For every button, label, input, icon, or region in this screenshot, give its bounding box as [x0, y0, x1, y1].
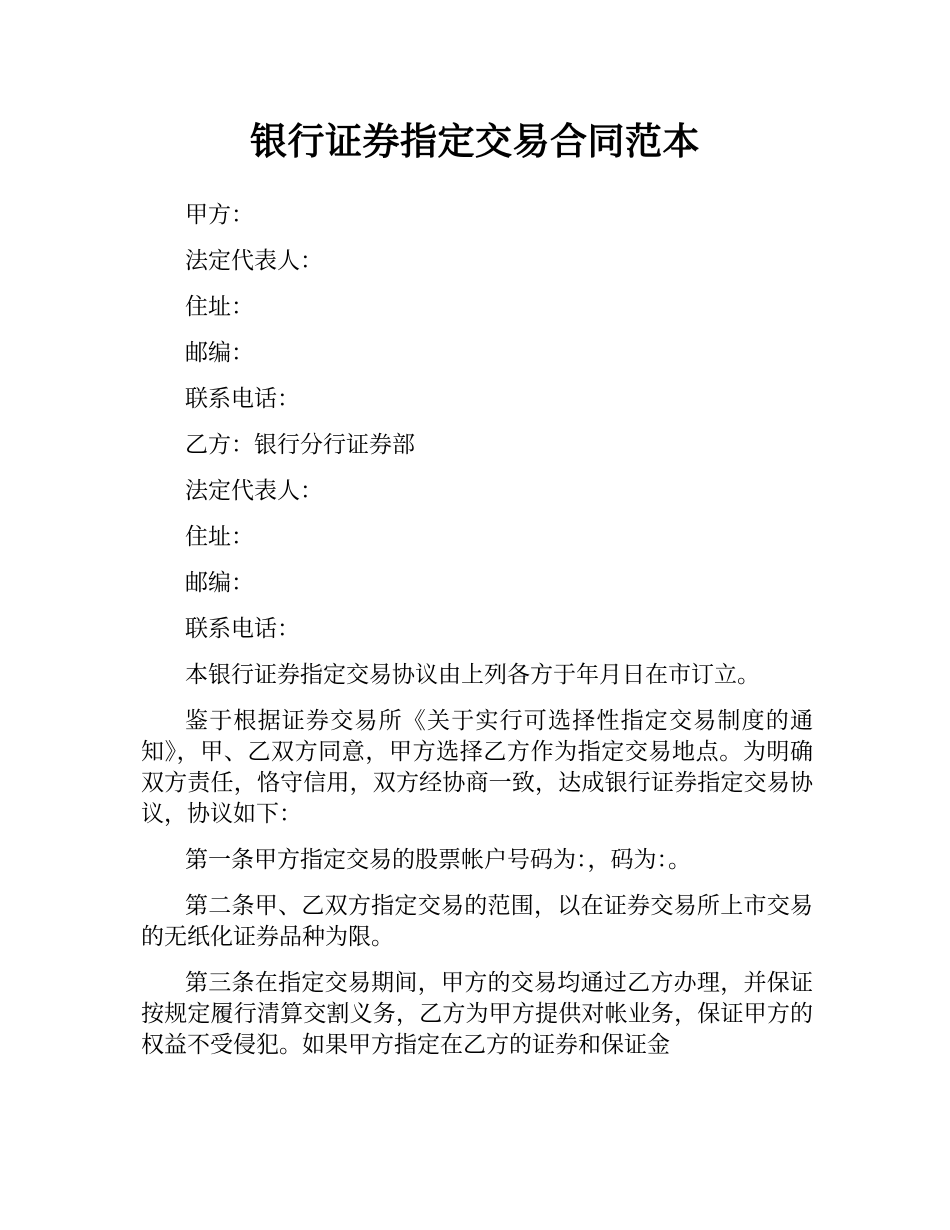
party-b-address-label: 住址： [185, 524, 254, 550]
party-a-representative-label: 法定代表人： [185, 248, 323, 274]
document-title: 银行证券指定交易合同范本 [250, 120, 700, 163]
party-a-postcode-label: 邮编： [185, 340, 254, 366]
party-b-postcode-label: 邮编： [185, 570, 254, 596]
article-1-paragraph: 第一条甲方指定交易的股票帐户号码为：，码为：。 [185, 847, 691, 873]
party-b-name-label: 乙方：银行分行证券部 [185, 432, 415, 458]
article-3-paragraph: 第三条在指定交易期间，甲方的交易均通过乙方办理，并保证按规定履行清算交割义务，乙方为甲方提供对帐业务，保证甲方的权益不受侵犯。如果甲方指定在乙方的证券和保证金 [141, 970, 813, 1058]
party-a-phone-label: 联系电话： [185, 386, 300, 412]
party-a-name-label: 甲方： [185, 202, 254, 228]
agreement-date-paragraph: 本银行证券指定交易协议由上列各方于年月日在市订立。 [185, 662, 760, 688]
party-b-representative-label: 法定代表人： [185, 478, 323, 504]
preamble-paragraph: 鉴于根据证券交易所《关于实行可选择性指定交易制度的通知》，甲、乙双方同意，甲方选择乙方作为指定交易地点。为明确双方责任，恪守信用，双方经协商一致，达成银行证券指定交易协议，协议如下： [141, 708, 813, 827]
party-b-phone-label: 联系电话： [185, 616, 300, 642]
article-2-paragraph: 第二条甲、乙双方指定交易的范围，以在证券交易所上市交易的无纸化证券品种为限。 [141, 893, 813, 950]
party-a-address-label: 住址： [185, 294, 254, 320]
document-body [141, 200, 813, 1076]
